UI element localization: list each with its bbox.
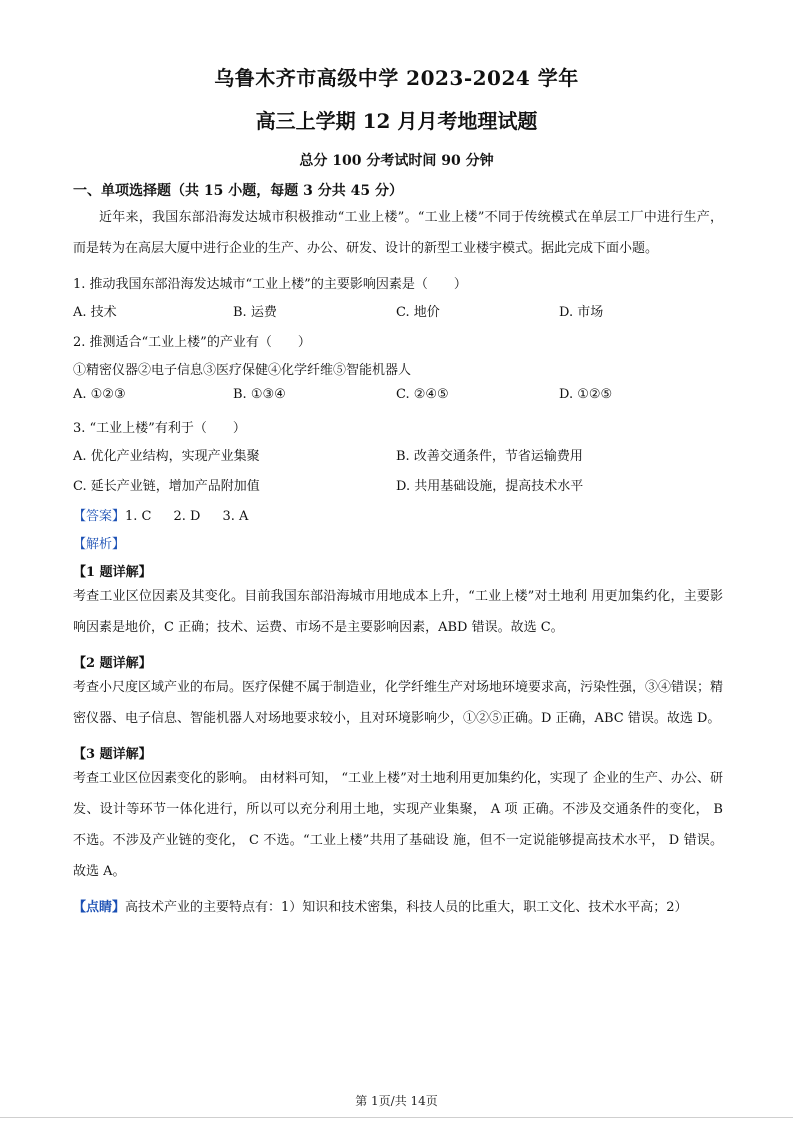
exam-title-line2: 高三上学期 12 月月考地理试题 <box>255 109 538 133</box>
question-1-options <box>73 301 723 322</box>
answer-3: 3. A <box>222 509 249 524</box>
question-1-stem: 1. 推动我国东部沿海发达城市“工业上楼”的主要影响因素是（ ） <box>73 277 467 292</box>
q3-option-d: D. 共用基础设施，提高技术水平 <box>396 479 584 494</box>
material-paragraph: 近年来，我国东部沿海发达城市积极推动“工业上楼”。“工业上楼”不同于传统模式在单层工厂中进行生产，而是转为在高层大厦中进行企业的生产、办公、研发、设计的新型工业楼宇模式。据此完成下面小题。 <box>73 210 723 256</box>
tip-text: 高技术产业的主要特点有：1）知识和技术密集，科技人员的比重大，职工文化、技术水平高；2） <box>125 900 688 915</box>
question-3-options-row1 <box>73 445 723 466</box>
detail-3-heading: 【3 题详解】 <box>73 747 152 762</box>
question-2-stem: 2. 推测适合“工业上楼”的产业有（ ） <box>73 335 311 350</box>
exam-subtitle: 总分 100 分考试时间 90 分钟 <box>299 153 494 169</box>
detail-1-text: 考查工业区位因素及其变化。目前我国东部沿海城市用地成本上升，“工业上楼”对土地利 用更加集约化，主要影响因素是地价，C 正确；技术、运费、市场不是主要影响因素，ABD 错误。故选 C。 <box>73 589 723 635</box>
q2-option-b: B. ①③④ <box>233 387 286 402</box>
q3-option-c: C. 延长产业链，增加产品附加值 <box>73 479 260 494</box>
q1-option-d: D. 市场 <box>559 305 604 320</box>
q1-option-c: C. 地价 <box>396 305 440 320</box>
question-2-items: ①精密仪器②电子信息③医疗保健④化学纤维⑤智能机器人 <box>73 363 412 378</box>
q3-option-b: B. 改善交通条件，节省运输费用 <box>396 449 583 464</box>
exam-content <box>73 178 723 915</box>
q1-option-b: B. 运费 <box>233 305 277 320</box>
analysis-tag: 【解析】 <box>73 537 126 552</box>
q2-option-d: D. ①②⑤ <box>559 387 613 402</box>
question-3-options-row2 <box>73 475 723 496</box>
q3-option-a: A. 优化产业结构，实现产业集聚 <box>73 449 260 464</box>
footer-divider <box>0 1117 793 1118</box>
answer-line <box>73 505 723 524</box>
page-footer: 第 1页/共 14页 <box>355 1094 438 1108</box>
answer-1: 1. C <box>125 509 152 524</box>
answer-tag: 【答案】 <box>73 509 126 524</box>
detail-1-heading: 【1 题详解】 <box>73 565 152 580</box>
q2-option-a: A. ①②③ <box>73 387 126 402</box>
detail-2-text: 考查小尺度区域产业的布局。医疗保健不属于制造业，化学纤维生产对场地环境要求高，污染性强，③④错误；精密仪器、电子信息、智能机器人对场地要求较小，且对环境影响少，①②⑤正确。D 正确，ABC 错误。故选 D。 <box>73 680 724 726</box>
detail-3-text: 考查工业区位因素变化的影响。 由材料可知， “工业上楼”对土地利用更加集约化，实现了 企业的生产、办公、研发、设计等环节一体化进行，所以可以充分利用土地，实现产业集聚， A 项 正确。不涉及交通条件的变化， B 不选。不涉及产业链的变化， C 不选。“工业上楼”共用了基础设 施，但不一定说能够提高技术水平， D 错误。故选 A。 <box>73 771 723 879</box>
section-heading: 一、单项选择题（共 15 小题，每题 3 分共 45 分） <box>73 183 403 199</box>
tip-tag: 【点睛】 <box>73 900 126 915</box>
question-2-options <box>73 387 723 408</box>
exam-title-line1: 乌鲁木齐市高级中学 2023-2024 学年 <box>214 66 579 90</box>
question-3-stem: 3. “工业上楼”有利于（ ） <box>73 421 246 436</box>
q1-option-a: A. 技术 <box>73 305 117 320</box>
tip-line <box>73 896 723 915</box>
q2-option-c: C. ②④⑤ <box>396 387 449 402</box>
answer-2: 2. D <box>173 509 201 524</box>
detail-2-heading: 【2 题详解】 <box>73 656 152 671</box>
